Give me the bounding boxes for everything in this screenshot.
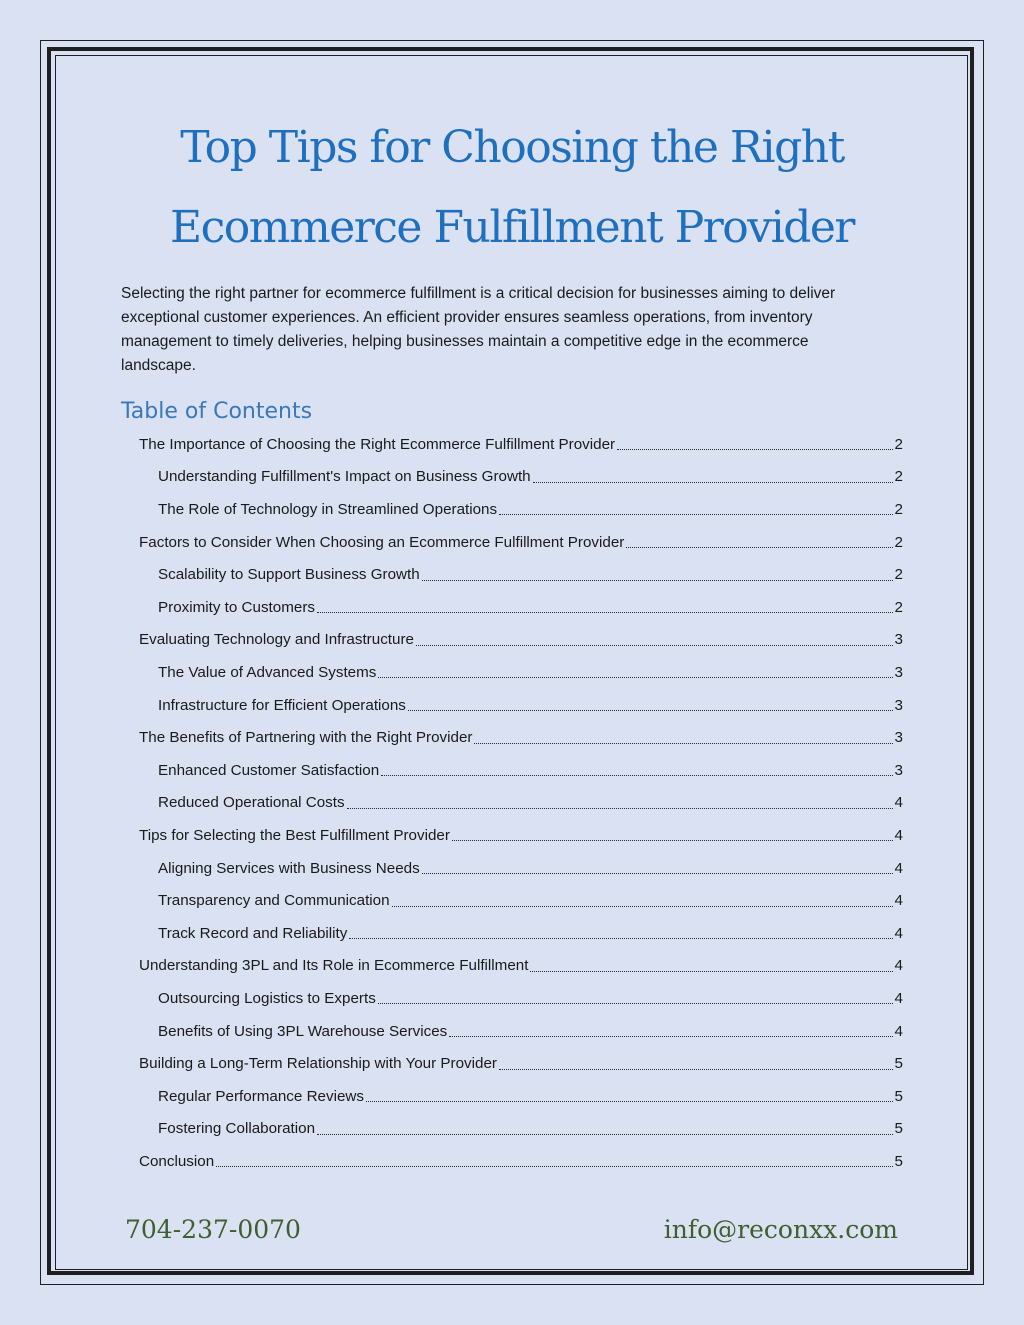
toc-dot-leader — [422, 579, 893, 581]
intro-paragraph: Selecting the right partner for ecommerce fulfillment is a critical decision for businesses aiming to deliver exceptional customer experiences. An efficient provider ensures seamless operations, from inventory management to timely deliveries, helping businesses maintain a competitive edge in the ecommerce landscape. — [121, 285, 836, 374]
toc-dot-leader — [499, 1068, 893, 1070]
toc-entry-page-number: 3 — [894, 663, 903, 681]
toc-dot-leader — [626, 546, 892, 548]
toc-dot-leader — [317, 1133, 893, 1135]
toc-entry-page-number: 4 — [894, 892, 903, 910]
toc-dot-leader — [366, 1100, 893, 1102]
toc-entry[interactable] — [139, 1145, 903, 1178]
toc-entry-page-number: 3 — [894, 631, 903, 649]
toc-entry-page-number: 2 — [894, 435, 903, 453]
toc-entry[interactable] — [139, 819, 903, 852]
toc-entry-label: The Benefits of Partnering with the Right Provider — [139, 729, 473, 747]
toc-entry-page-number: 3 — [894, 761, 903, 779]
toc-entry-page-number: 4 — [894, 957, 903, 975]
toc-entry-label: Conclusion — [139, 1152, 215, 1170]
toc-entry-label: Infrastructure for Efficient Operations — [158, 696, 406, 714]
toc-dot-leader — [533, 481, 893, 483]
toc-entry-page-number: 5 — [894, 1087, 903, 1105]
toc-dot-leader — [617, 448, 892, 450]
toc-dot-leader — [349, 937, 892, 939]
toc-entry-label: Understanding 3PL and Its Role in Ecommerce Fulfillment — [139, 957, 529, 975]
toc-entry-label: The Importance of Choosing the Right Ecommerce Fulfillment Provider — [139, 435, 616, 453]
toc-dot-leader — [216, 1165, 892, 1167]
toc-entry[interactable] — [158, 982, 903, 1015]
toc-entry-page-number: 3 — [894, 729, 903, 747]
toc-entry-label: Building a Long-Term Relationship with Your Provider — [139, 1055, 497, 1073]
toc-entry-page-number: 2 — [894, 468, 903, 486]
toc-entry-label: Reduced Operational Costs — [158, 794, 345, 812]
toc-entry[interactable] — [139, 624, 903, 657]
toc-entry-label: The Role of Technology in Streamlined Operations — [158, 500, 498, 518]
toc-entry[interactable] — [158, 787, 903, 820]
toc-entry-label: Scalability to Support Business Growth — [158, 566, 420, 584]
toc-entry-page-number: 4 — [894, 859, 903, 877]
toc-entry-page-number: 5 — [894, 1055, 903, 1073]
toc-dot-leader — [449, 1035, 892, 1037]
toc-entry-page-number: 2 — [894, 500, 903, 518]
toc-entry[interactable] — [158, 689, 903, 722]
toc-entry-label: Track Record and Reliability — [158, 924, 348, 942]
toc-entry-page-number: 2 — [894, 533, 903, 551]
footer-email[interactable]: info@reconxx.com — [663, 1215, 898, 1244]
toc-entry[interactable] — [139, 428, 903, 461]
toc-entry-label: Benefits of Using 3PL Warehouse Services — [158, 1022, 448, 1040]
toc-dot-leader — [499, 513, 892, 515]
toc-entry[interactable] — [158, 852, 903, 885]
toc-entry[interactable] — [158, 461, 903, 494]
toc-entry-label: Aligning Services with Business Needs — [158, 859, 420, 877]
toc-dot-leader — [378, 1002, 893, 1004]
toc-entry-page-number: 2 — [894, 566, 903, 584]
toc-entry[interactable] — [139, 721, 903, 754]
toc-dot-leader — [392, 905, 893, 907]
toc-entry-label: Transparency and Communication — [158, 892, 390, 910]
toc-dot-leader — [422, 872, 893, 874]
toc-entry-label: Evaluating Technology and Infrastructure — [139, 631, 414, 649]
toc-dot-leader — [408, 709, 893, 711]
toc-dot-leader — [530, 970, 892, 972]
toc-entry-page-number: 5 — [894, 1152, 903, 1170]
toc-entry-label: Regular Performance Reviews — [158, 1087, 364, 1105]
toc-entry-page-number: 5 — [894, 1120, 903, 1138]
toc-entry-page-number: 4 — [894, 794, 903, 812]
document-title — [120, 108, 904, 268]
toc-heading: Table of Contents — [121, 399, 313, 424]
toc-entry[interactable] — [158, 884, 903, 917]
toc-entry-label: Proximity to Customers — [158, 598, 315, 616]
toc-entry-label: Enhanced Customer Satisfaction — [158, 761, 380, 779]
document-title-line-2: Ecommerce Fulfillment Provider — [170, 202, 854, 253]
toc-entry-label: Factors to Consider When Choosing an Ecommerce Fulfillment Provider — [139, 533, 625, 551]
toc-entry-page-number: 2 — [894, 598, 903, 616]
toc-dot-leader — [474, 742, 892, 744]
toc-entry-label: Outsourcing Logistics to Experts — [158, 989, 376, 1007]
toc-entry[interactable] — [158, 917, 903, 950]
toc-entry-page-number: 4 — [894, 989, 903, 1007]
toc-entry[interactable] — [158, 558, 903, 591]
toc-entry[interactable] — [158, 754, 903, 787]
toc-dot-leader — [381, 774, 892, 776]
toc-entry[interactable] — [158, 1080, 903, 1113]
toc-entry[interactable] — [139, 526, 903, 559]
toc-entry[interactable] — [158, 1015, 903, 1048]
toc-entry-page-number: 4 — [894, 924, 903, 942]
toc-dot-leader — [378, 676, 892, 678]
toc-entry-page-number: 4 — [894, 826, 903, 844]
toc-entry[interactable] — [158, 656, 903, 689]
toc-entry[interactable] — [139, 950, 903, 983]
toc-entry-label: Understanding Fulfillment's Impact on Business Growth — [158, 468, 531, 486]
toc-entry[interactable] — [158, 591, 903, 624]
toc-entry[interactable] — [158, 1113, 903, 1146]
toc-entry-label: Fostering Collaboration — [158, 1120, 316, 1138]
toc-dot-leader — [347, 807, 893, 809]
toc-entry[interactable] — [139, 1047, 903, 1080]
toc-entry-page-number: 4 — [894, 1022, 903, 1040]
document-title-line-1: Top Tips for Choosing the Right — [180, 122, 844, 173]
toc-dot-leader — [416, 644, 893, 646]
toc-entry-page-number: 3 — [894, 696, 903, 714]
toc-entry-label: The Value of Advanced Systems — [158, 663, 377, 681]
toc-dot-leader — [317, 611, 893, 613]
footer-phone[interactable]: 704-237-0070 — [125, 1215, 301, 1244]
toc-dot-leader — [452, 839, 893, 841]
toc-entry[interactable] — [158, 493, 903, 526]
toc-entry-label: Tips for Selecting the Best Fulfillment Provider — [139, 826, 450, 844]
